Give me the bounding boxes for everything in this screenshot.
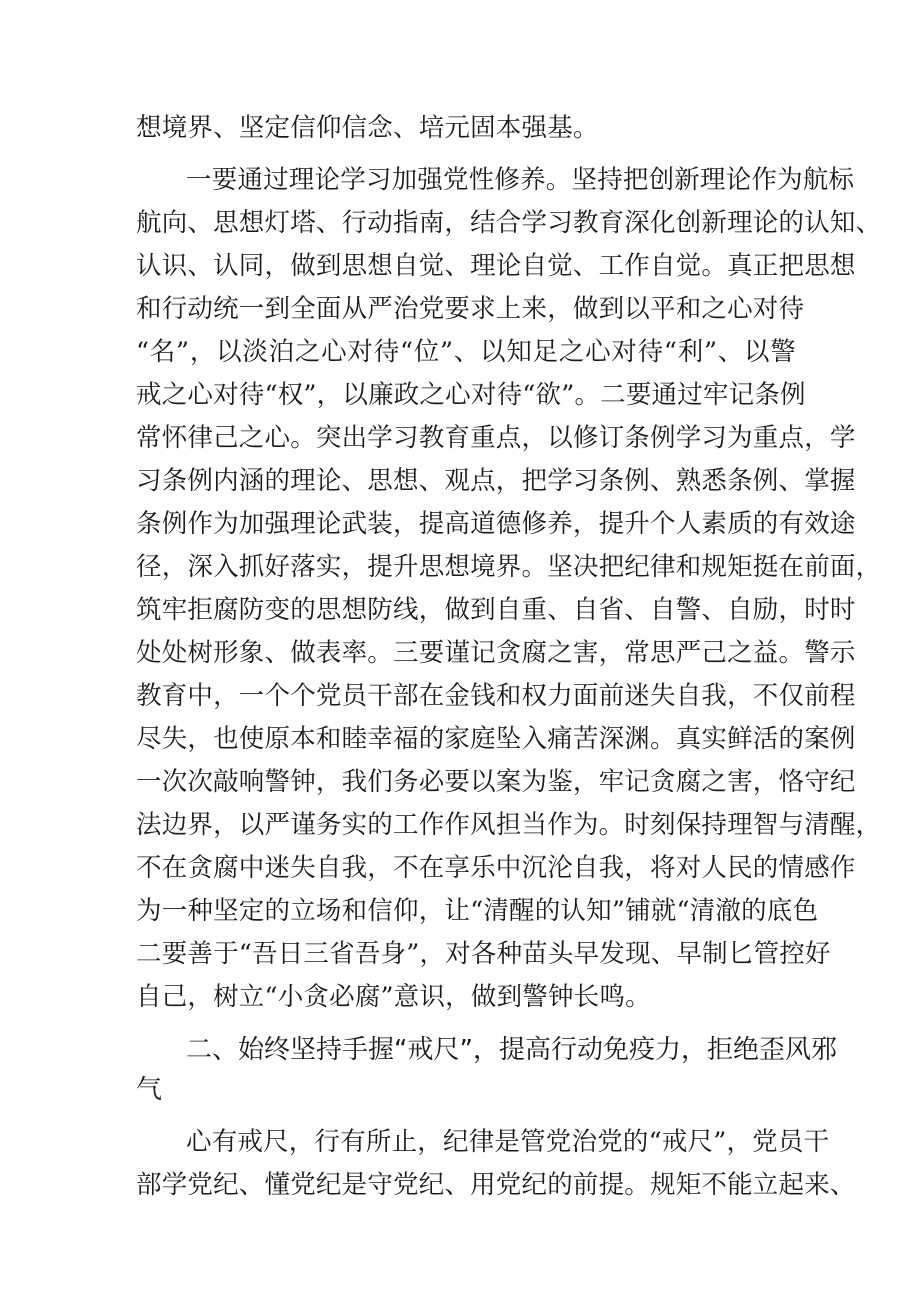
paragraph-line: 航向、思想灯塔、行动指南，结合学习教育深化创新理论的认知、 <box>136 208 882 238</box>
paragraph-line: 戒之心对待“权”，以廉政之心对待“欲”。二要通过牢记条例 <box>136 380 806 410</box>
paragraph-line: 一要通过理论学习加强党性修养。坚持把创新理论作为航标 <box>186 165 855 195</box>
paragraph-line: 和行动统一到全面从严治党要求上来，做到以平和之心对待 <box>136 294 805 324</box>
paragraph-line: 径，深入抓好落实，提升思想境界。坚决把纪律和规矩挺在前面， <box>136 552 882 582</box>
paragraph-line: 不在贪腐中迷失自我，不在享乐中沉沦自我，将对人民的情感作 <box>136 853 856 883</box>
section-heading-continued: 气 <box>136 1075 163 1105</box>
paragraph-line: 自己，树立“小贪必腐”意识，做到警钟长鸣。 <box>136 982 651 1012</box>
paragraph-line: 想境界、坚定信仰信念、培元固本强基。 <box>136 113 599 143</box>
paragraph-line: 二要善于“吾日三省吾身”，对各种苗头早发现、早制匕管控好 <box>136 939 831 969</box>
paragraph-line: 条例作为加强理论武装，提高道德修养，提升个人素质的有效途 <box>136 509 856 539</box>
paragraph-line: 为一种坚定的立场和信仰，让“清醒的认知”铺就“清澈的底色 <box>136 896 819 926</box>
paragraph-line: 心有戒尺，行有所止，纪律是管党治党的“戒尺”，党员干 <box>186 1127 830 1157</box>
section-heading: 二、始终坚持手握“戒尺”，提高行动免疫力，拒绝歪风邪 <box>186 1035 837 1065</box>
paragraph-line: 教育中，一个个党员干部在金钱和权力面前迷失自我，不仅前程 <box>136 681 856 711</box>
paragraph-line: 筑牢拒腐防变的思想防线，做到自重、自省、自警、自励，时时 <box>136 595 856 625</box>
paragraph-line: 习条例内涵的理论、思想、观点，把学习条例、熟悉条例、掌握 <box>136 466 856 496</box>
paragraph-line: 部学党纪、懂党纪是守党纪、用党纪的前提。规矩不能立起来、 <box>136 1170 856 1200</box>
paragraph-line: 处处树形象、做表率。三要谨记贪腐之害，常思严己之益。警示 <box>136 638 856 668</box>
paragraph-line: 法边界，以严谨务实的工作作风担当作为。时刻保持理智与清醒， <box>136 810 882 840</box>
paragraph-line: 认识、认同，做到思想自觉、理论自觉、工作自觉。真正把思想 <box>136 251 856 281</box>
paragraph-line: 常怀律己之心。突出学习教育重点，以修订条例学习为重点，学 <box>136 423 856 453</box>
paragraph-line: “名”，以淡泊之心对待“位”、以知足之心对待“利”、以警 <box>136 337 796 367</box>
paragraph-line: 尽失，也使原本和睦幸福的家庭坠入痛苦深渊。真实鲜活的案例 <box>136 724 856 754</box>
paragraph-line: 一次次敲响警钟，我们务必要以案为鉴，牢记贪腐之害，恪守纪 <box>136 767 856 797</box>
